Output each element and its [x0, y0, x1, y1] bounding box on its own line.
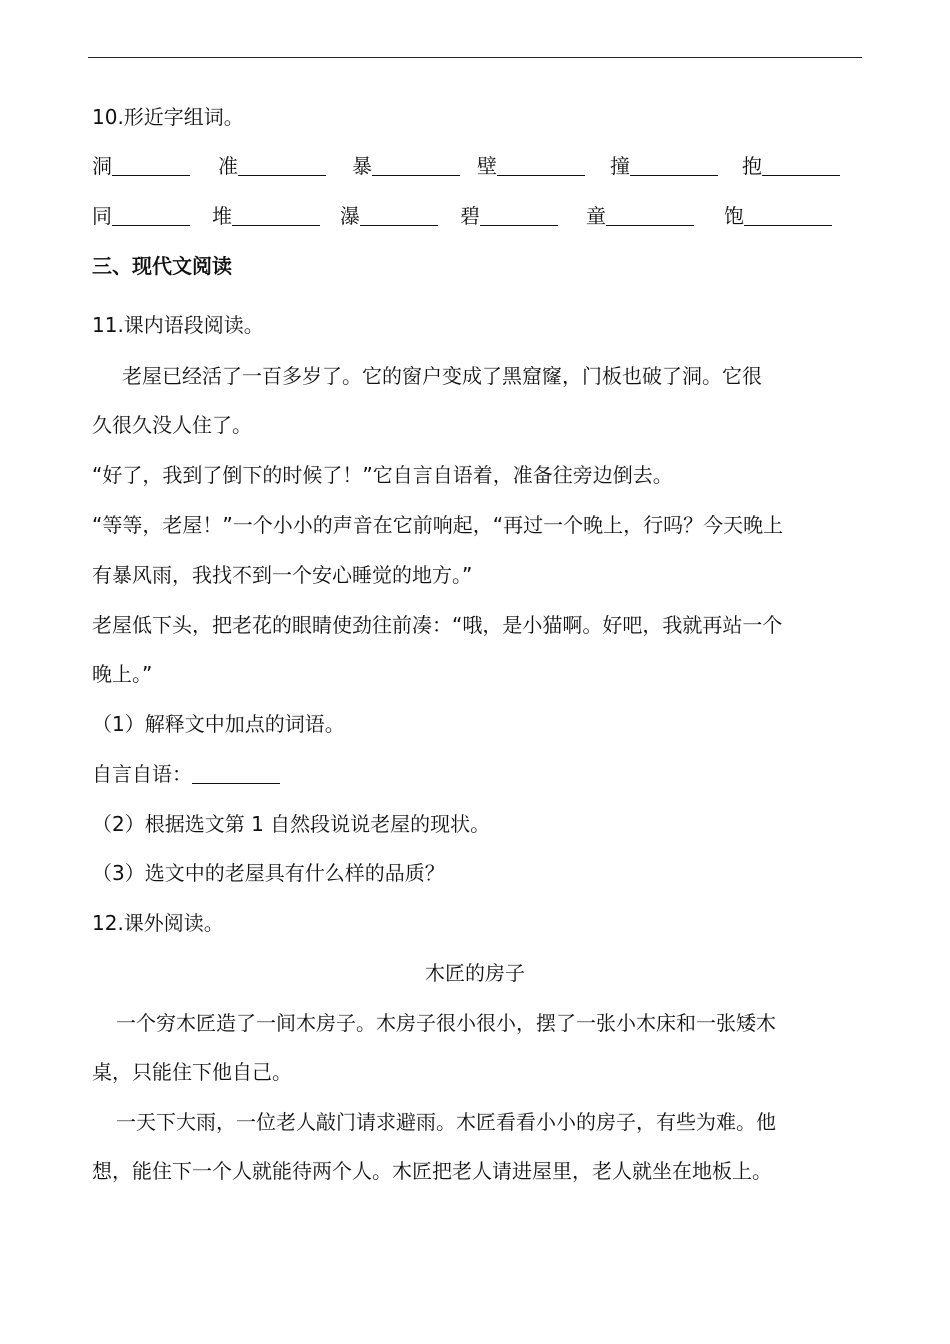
q10-item [340, 202, 438, 230]
answer-blank[interactable] [480, 205, 558, 226]
answer-blank[interactable] [232, 205, 320, 226]
header-rule [88, 57, 862, 58]
answer-blank[interactable] [630, 155, 718, 176]
q12-title: 12.课外阅读。 [92, 911, 224, 935]
q10-item [460, 202, 558, 230]
q10-char: 堆 [212, 204, 232, 228]
q10-item [586, 202, 694, 230]
q10-char: 童 [586, 204, 606, 228]
section-heading: 三、现代文阅读 [92, 254, 232, 278]
q10-char: 暴 [352, 154, 372, 178]
term-answer-line [92, 760, 280, 788]
q10-char: 洞 [92, 154, 112, 178]
sub-question-3: （3）选文中的老屋具有什么样的品质？ [92, 861, 445, 885]
answer-blank[interactable] [372, 155, 460, 176]
q10-char: 撞 [610, 154, 630, 178]
q10-char: 准 [218, 154, 238, 178]
answer-blank[interactable] [360, 205, 438, 226]
q10-title: 10.形近字组词。 [92, 105, 244, 129]
passage-line: 桌，只能住下他自己。 [92, 1060, 292, 1084]
q10-item [610, 152, 718, 180]
answer-blank[interactable] [192, 763, 280, 784]
q10-item [218, 152, 326, 180]
answer-blank[interactable] [238, 155, 326, 176]
sub-question-1: （1）解释文中加点的词语。 [92, 712, 345, 736]
q10-item [92, 202, 190, 230]
q10-item [724, 202, 832, 230]
passage-line: “等等，老屋！”一个小小的声音在它前响起，“再过一个晚上，行吗？今天晚上 [92, 513, 784, 537]
term-label: 自言自语： [92, 762, 192, 786]
sub-question-2: （2）根据选文第 1 自然段说说老屋的现状。 [92, 812, 491, 836]
answer-blank[interactable] [606, 205, 694, 226]
q10-item [477, 152, 585, 180]
passage-line: 想，能住下一个人就能待两个人。木匠把老人请进屋里，老人就坐在地板上。 [92, 1159, 772, 1183]
q10-char: 碧 [460, 204, 480, 228]
q10-item [92, 152, 190, 180]
answer-blank[interactable] [112, 205, 190, 226]
q10-item [352, 152, 460, 180]
answer-blank[interactable] [112, 155, 190, 176]
q10-char: 壁 [477, 154, 497, 178]
story-title: 木匠的房子 [425, 961, 525, 985]
answer-blank[interactable] [744, 205, 832, 226]
q10-char: 同 [92, 204, 112, 228]
passage-line: “好了，我到了倒下的时候了！”它自言自语着，准备往旁边倒去。 [92, 463, 673, 487]
passage-line: 久很久没人住了。 [92, 413, 252, 437]
passage-line: 一天下大雨，一位老人敲门请求避雨。木匠看看小小的房子，有些为难。他 [116, 1110, 776, 1134]
passage-line: 一个穷木匠造了一间木房子。木房子很小很小，摆了一张小木床和一张矮木 [116, 1011, 776, 1035]
passage-line: 老屋已经活了一百多岁了。它的窗户变成了黑窟窿，门板也破了洞。它很 [122, 364, 762, 388]
passage-line: 老屋低下头，把老花的眼睛使劲往前凑：“哦，是小猫啊。好吧，我就再站一个 [92, 613, 783, 637]
q10-char: 瀑 [340, 204, 360, 228]
q10-item [742, 152, 840, 180]
q10-item [212, 202, 320, 230]
passage-line: 有暴风雨，我找不到一个安心睡觉的地方。” [92, 563, 473, 587]
q10-char: 饱 [724, 204, 744, 228]
answer-blank[interactable] [762, 155, 840, 176]
q10-char: 抱 [742, 154, 762, 178]
q11-title: 11.课内语段阅读。 [92, 313, 264, 337]
passage-line: 晚上。” [92, 662, 153, 686]
answer-blank[interactable] [497, 155, 585, 176]
